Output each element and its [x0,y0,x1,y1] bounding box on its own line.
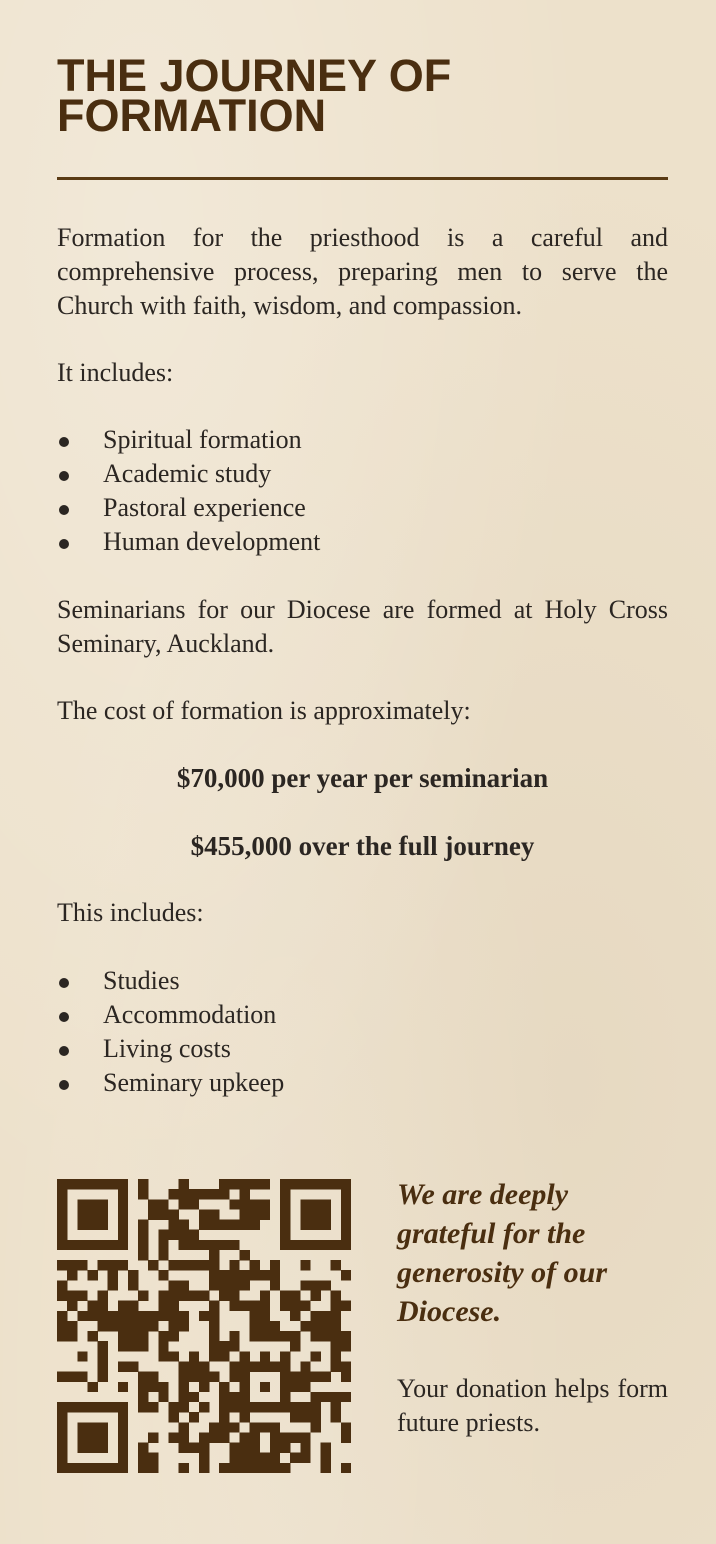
list-item-label: Pastoral experience [103,493,306,522]
bullet-icon [59,437,69,447]
bullet-icon [59,471,69,481]
bullet-icon [59,978,69,988]
donation-message: Your donation helps form future priests. [397,1374,668,1437]
bullet-icon [59,505,69,515]
cost-intro: The cost of formation is approximately: [57,696,471,725]
covers-list [57,964,668,1100]
flyer-page [57,0,668,1544]
list-item-label: Academic study [103,459,272,488]
includes-list [57,423,668,559]
list-item [57,998,668,1032]
list-item [57,964,668,998]
list-item-label: Accommodation [103,1000,277,1029]
list-item [57,423,668,457]
seminary-paragraph: Seminarians for our Diocese are formed at Holy Cross Seminary, Auckland. [57,595,668,658]
list-item-label: Spiritual formation [103,425,302,454]
list-item [57,525,668,559]
bullet-icon [59,1080,69,1090]
list-item-label: Human development [103,527,321,556]
cost-per-year: $70,000 per year per seminarian [176,763,549,793]
list-item-label: Studies [103,966,180,995]
qr-code-icon[interactable] [57,1178,351,1474]
list-item [57,1066,668,1100]
list-item [57,1032,668,1066]
includes-heading: It includes: [57,358,174,387]
bullet-icon [59,1046,69,1056]
list-item-label: Seminary upkeep [103,1068,285,1097]
intro-paragraph: Formation for the priesthood is a careful and comprehensive process, preparing men to serve the Church with faith, wisdom, and compassion. [57,223,668,320]
bullet-icon [59,539,69,549]
cost-total: $455,000 over the full journey [190,831,535,861]
bullet-icon [59,1012,69,1022]
list-item [57,457,668,491]
page-title-line-2: FORMATION [57,90,327,141]
thanks-message: We are deeply grateful for the generosity of our Diocese. [397,1178,607,1328]
title-divider [57,177,668,180]
covers-heading: This includes: [57,898,204,927]
page-title-line-1: THE JOURNEY OF [57,50,452,101]
page-title [57,50,452,141]
list-item-label: Living costs [103,1034,231,1063]
list-item [57,491,668,525]
